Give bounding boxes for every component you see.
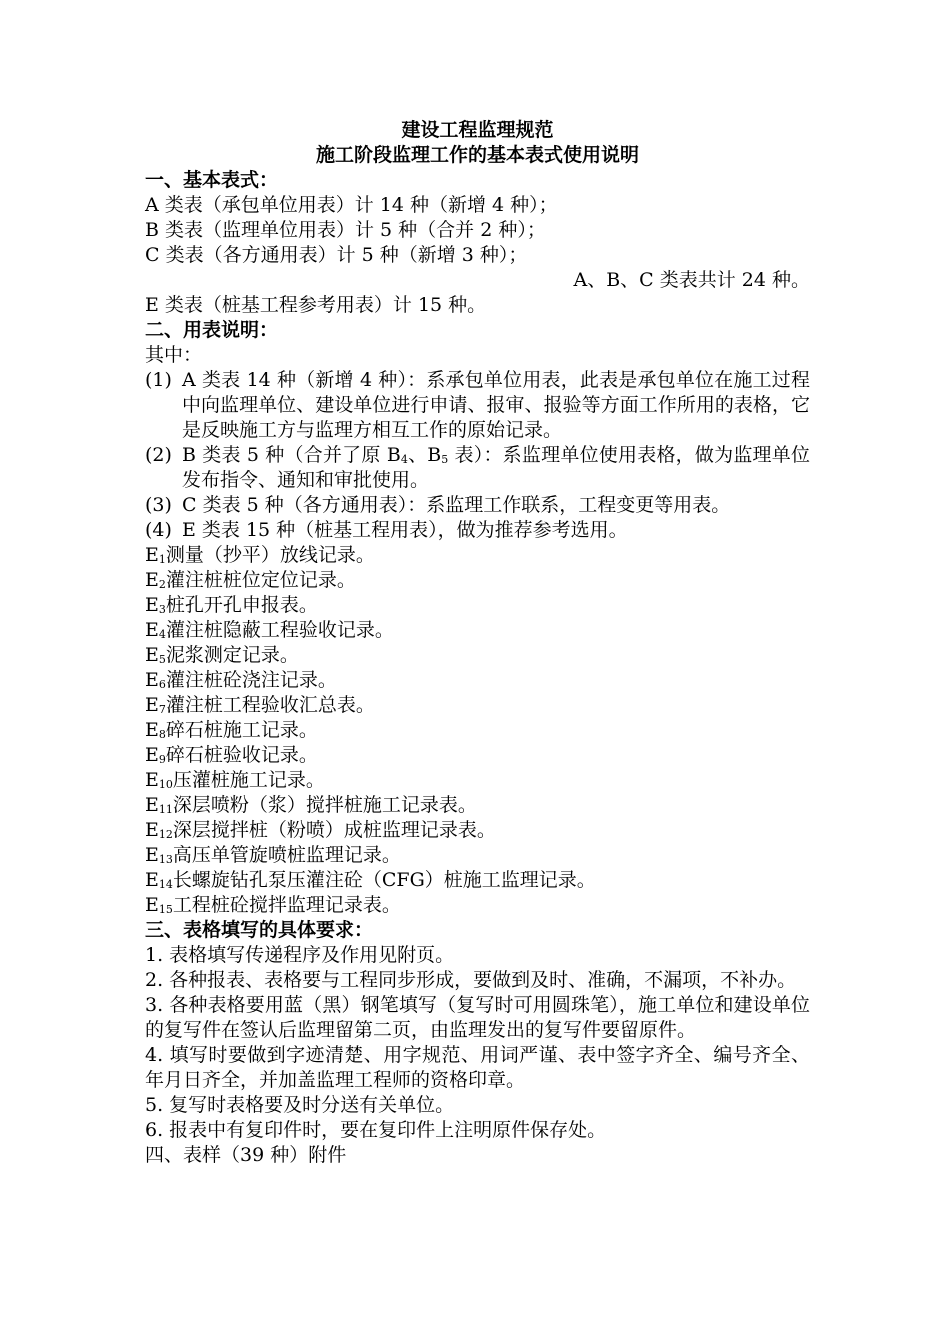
section-2-heading: 二、用表说明：	[145, 319, 279, 341]
section-1-line-a: A 类表（承包单位用表）计 14 种（新增 4 种）；	[145, 194, 558, 216]
subscript: 13	[158, 853, 173, 866]
subscript: 3	[158, 603, 166, 616]
document-title: 建设工程监理规范	[401, 119, 554, 141]
section-1-total: A、B、C 类表共计 24 种。	[573, 269, 810, 291]
section-1-line-b: B 类表（监理单位用表）计 5 种（合并 2 种）；	[145, 219, 546, 241]
e-item-text: 深层搅拌桩（粉喷）成桩监理记录表。	[172, 819, 496, 841]
subscript: 5	[158, 653, 166, 666]
list-item	[145, 518, 810, 543]
e-item: $E_{13}$高压单管旋喷桩监理记录。	[145, 844, 401, 866]
subscript: 12	[158, 828, 173, 841]
e-item: $E_{10}$压灌桩施工记录。	[145, 769, 325, 791]
subscript: 10	[158, 778, 173, 791]
list-item-text: C 类表 5 种（各方通用表）：系监理工作联系，工程变更等用表。	[182, 494, 731, 516]
e-item: $E_2$灌注桩桩位定位记录。	[145, 569, 356, 591]
e-item-text: 长螺旋钻孔泵压灌注砼（CFG）桩施工监理记录。	[172, 869, 596, 891]
list-item	[145, 443, 810, 493]
section-1-line-c: C 类表（各方通用表）计 5 种（新增 3 种）；	[145, 244, 528, 266]
e-item-text: 灌注桩砼浇注记录。	[165, 669, 337, 691]
requirement-item: 5. 复写时表格要及时分送有关单位。	[145, 1094, 455, 1116]
list-item-text: A 类表 14 种（新增 4 种）：系承包单位用表，此表是承包单位在施工过程中向监理单位、建设单位进行申请、报审、报验等方面工作所用的表格，它是反映施工方与监理方相互工作的原始记录。	[182, 369, 810, 441]
section-2-intro: 其中：	[145, 344, 203, 366]
requirement-item: 3. 各种表格要用蓝（黑）钢笔填写（复写时可用圆珠笔），施工单位和建设单位的复写件在签认后监理留第二页，由监理发出的复写件要留原件。	[145, 994, 810, 1041]
e-item: $E_3$桩孔开孔申报表。	[145, 594, 318, 616]
e-item: $E_8$碎石桩施工记录。	[145, 719, 318, 741]
e-item-text: 桩孔开孔申报表。	[165, 594, 318, 616]
subscript: 8	[158, 728, 166, 741]
list-item-number: (1)	[145, 369, 172, 391]
list-item-text	[182, 443, 810, 493]
e-item-text: 高压单管旋喷桩监理记录。	[172, 844, 401, 866]
e-item: $E_7$灌注桩工程验收汇总表。	[145, 694, 375, 716]
section-1-line-e: E 类表（桩基工程参考用表）计 15 种。	[145, 294, 487, 316]
requirement-item: 2. 各种报表、表格要与工程同步形成，要做到及时、准确，不漏项，不补办。	[145, 969, 797, 991]
requirement-item: 6. 报表中有复印件时，要在复印件上注明原件保存处。	[145, 1119, 607, 1141]
document-page	[145, 118, 810, 1168]
e-item-text: 工程桩砼搅拌监理记录表。	[172, 894, 401, 916]
e-item: $E_{12}$深层搅拌桩（粉喷）成桩监理记录表。	[145, 819, 496, 841]
e-item: $E_1$测量（抄平）放线记录。	[145, 544, 375, 566]
e-item-text: 灌注桩隐蔽工程验收记录。	[165, 619, 394, 641]
e-item-text: 灌注桩桩位定位记录。	[165, 569, 356, 591]
section-4-heading: 四、表样（39 种）附件	[145, 1144, 347, 1166]
e-item-text: 碎石桩验收记录。	[165, 744, 318, 766]
list-item-number: (3)	[145, 494, 172, 516]
list-item-text-part: 表）：系监理单位使用表格，做为监理单位发布指令、通知和审批使用。	[182, 444, 811, 491]
e-item-text: 测量（抄平）放线记录。	[165, 544, 375, 566]
e-item: $E_4$灌注桩隐蔽工程验收记录。	[145, 619, 394, 641]
subscript: 9	[158, 753, 166, 766]
e-item: $E_6$灌注桩砼浇注记录。	[145, 669, 337, 691]
subscript: 1	[158, 553, 166, 566]
e-item-text: 碎石桩施工记录。	[165, 719, 318, 741]
list-item-text-part: 、B	[407, 444, 442, 466]
subscript: 14	[158, 878, 173, 891]
subscript: 4	[158, 628, 166, 641]
e-item: $E_9$碎石桩验收记录。	[145, 744, 318, 766]
e-item: $E_{15}$工程桩砼搅拌监理记录表。	[145, 894, 401, 916]
list-item-text: E 类表 15 种（桩基工程用表），做为推荐参考选用。	[182, 519, 628, 541]
subscript: 6	[158, 678, 166, 691]
section-3-heading: 三、表格填写的具体要求：	[145, 919, 374, 941]
e-item: $E_5$泥浆测定记录。	[145, 644, 299, 666]
subscript: 15	[158, 903, 173, 916]
subscript: 4	[400, 453, 408, 466]
requirement-item: 1. 表格填写传递程序及作用见附页。	[145, 944, 455, 966]
section-1-heading: 一、基本表式：	[145, 169, 279, 191]
e-item-text: 压灌桩施工记录。	[172, 769, 325, 791]
subscript: 7	[158, 703, 166, 716]
e-item: $E_{11}$深层喷粉（浆）搅拌桩施工记录表。	[145, 794, 477, 816]
subscript: 5	[441, 453, 449, 466]
list-item-number: (2)	[145, 444, 172, 466]
e-item: $E_{14}$长螺旋钻孔泵压灌注砼（CFG）桩施工监理记录。	[145, 869, 596, 891]
document-subtitle: 施工阶段监理工作的基本表式使用说明	[315, 144, 639, 166]
list-item	[145, 493, 810, 518]
e-item-text: 泥浆测定记录。	[165, 644, 299, 666]
list-item-number: (4)	[145, 519, 172, 541]
subscript: 11	[158, 803, 173, 816]
list-item	[145, 368, 810, 443]
subscript: 2	[158, 578, 166, 591]
e-item-text: 深层喷粉（浆）搅拌桩施工记录表。	[172, 794, 477, 816]
requirement-item: 4. 填写时要做到字迹清楚、用字规范、用词严谨、表中签字齐全、编号齐全、年月日齐全，并加盖监理工程师的资格印章。	[145, 1044, 810, 1091]
e-item-text: 灌注桩工程验收汇总表。	[165, 694, 375, 716]
list-item-text-part: B 类表 5 种（合并了原 B	[182, 444, 401, 466]
